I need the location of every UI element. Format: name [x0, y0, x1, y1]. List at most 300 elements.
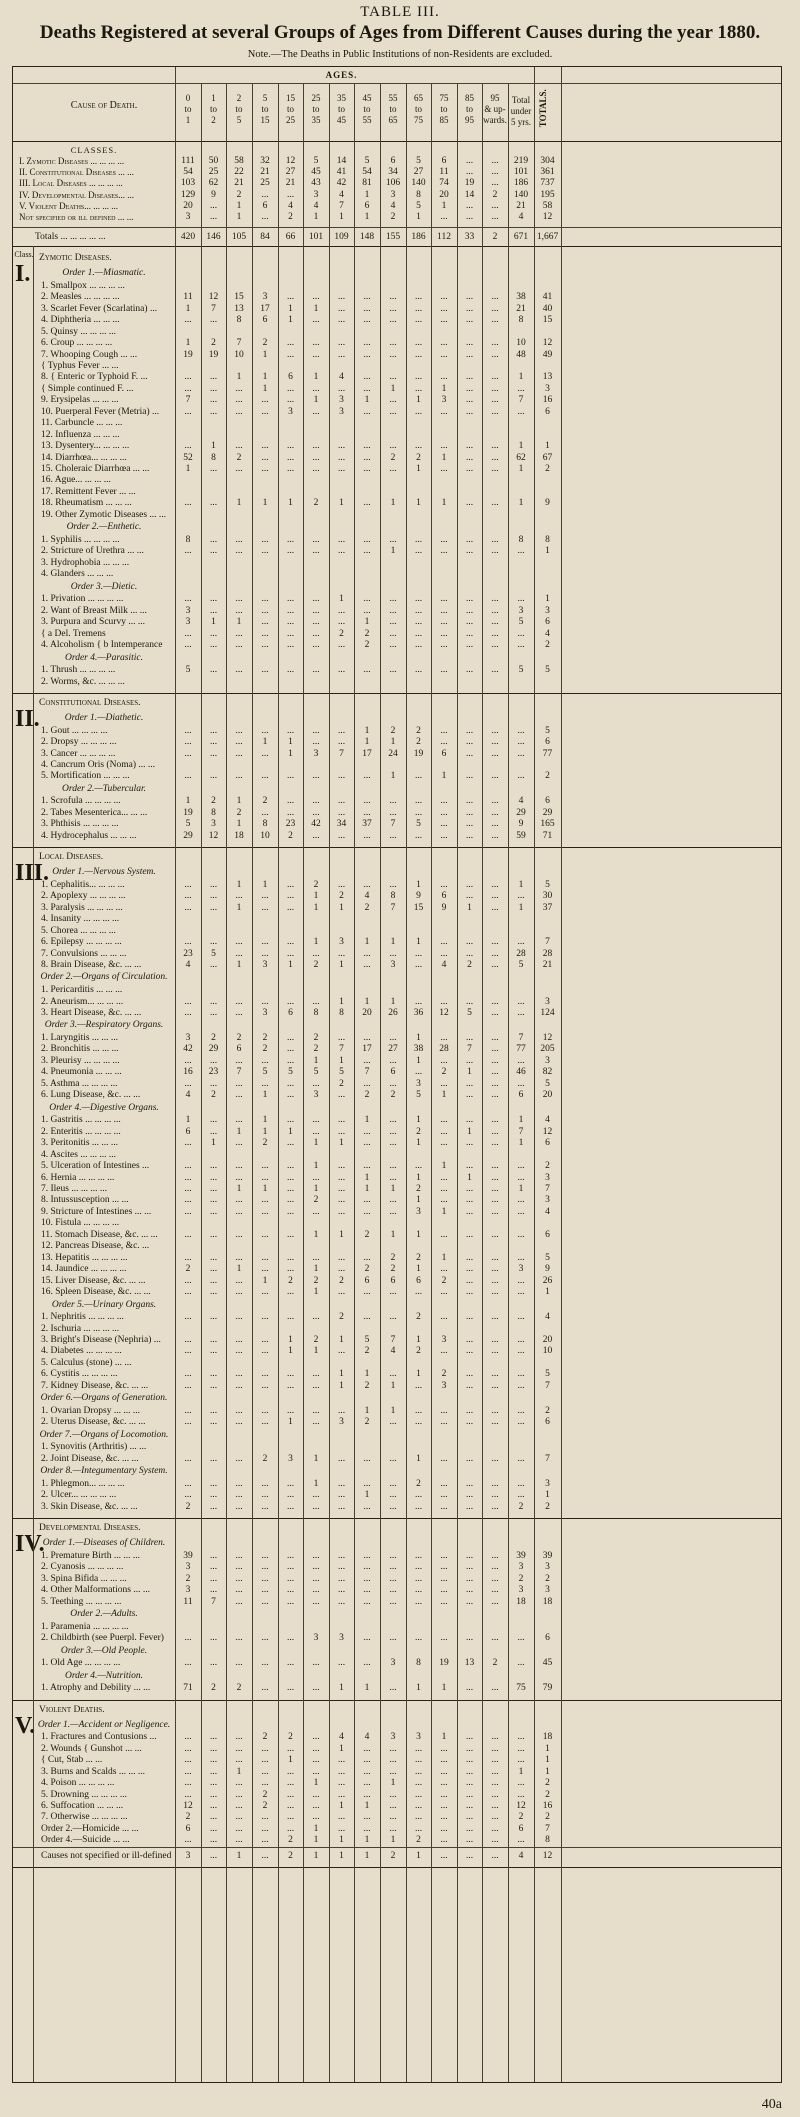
data-cell: ...	[517, 1229, 525, 1240]
data-cell: 1	[262, 372, 268, 383]
data-cell: 2	[313, 1195, 319, 1206]
data-cell: 2	[313, 1335, 319, 1345]
data-cell: 3	[441, 1335, 447, 1345]
data-cell: 77	[516, 1044, 526, 1055]
data-cell: 1	[390, 546, 396, 557]
data-cell: ...	[312, 737, 320, 748]
data-cell: ...	[261, 1335, 269, 1345]
data-cell: 24	[388, 748, 398, 759]
data-cell: ...	[235, 1478, 243, 1489]
data-cell: ...	[286, 807, 295, 818]
data-cell: ...	[337, 1658, 346, 1669]
cause-label: 6. Cystitis ... ... ... ...	[41, 1369, 118, 1380]
cause-label: 14. Jaundice ... ... ... ...	[41, 1264, 127, 1275]
data-cell: ...	[363, 1766, 371, 1777]
data-cell: ...	[363, 1562, 371, 1573]
data-cell: 46	[516, 1067, 526, 1078]
data-cell: ...	[209, 1335, 218, 1345]
data-cell: 1	[339, 1369, 344, 1380]
summary-cell: 5	[313, 156, 319, 166]
data-cell: 1	[518, 1184, 524, 1194]
summary-cell: 1	[236, 212, 242, 222]
data-cell: 8	[545, 534, 550, 545]
data-cell: ...	[363, 1453, 371, 1464]
data-cell: ...	[517, 771, 525, 782]
data-cell: ...	[389, 1550, 397, 1561]
data-cell: ...	[337, 1090, 346, 1101]
data-cell: ...	[491, 1550, 499, 1561]
data-cell: 1	[545, 1755, 550, 1766]
data-cell: ...	[337, 1172, 346, 1183]
data-cell: ...	[286, 1090, 295, 1101]
data-cell: ...	[286, 937, 295, 948]
data-cell: ...	[184, 1789, 192, 1800]
cause-label: 7. Otherwise ... ... ... ...	[41, 1812, 128, 1823]
data-cell: ...	[414, 830, 423, 841]
data-cell: ...	[465, 1335, 474, 1345]
data-cell: ...	[261, 1346, 269, 1357]
summary-cell: ...	[491, 156, 499, 166]
data-cell: ...	[414, 1800, 423, 1811]
data-cell: ...	[491, 1743, 499, 1754]
data-cell: 1	[518, 902, 524, 913]
summary-cell: 58	[542, 200, 553, 211]
data-cell: 3	[545, 1172, 550, 1183]
data-cell: ...	[465, 1090, 474, 1101]
data-cell: 1	[416, 1683, 421, 1694]
data-cell: ...	[209, 1812, 218, 1823]
data-cell: ...	[286, 1812, 295, 1823]
data-cell: ...	[184, 406, 192, 417]
data-cell: ...	[363, 1789, 371, 1800]
cause-label: 1. Cephalitis... ... ... ...	[41, 879, 125, 890]
data-cell: ...	[440, 1078, 448, 1089]
data-cell: ...	[209, 1206, 218, 1217]
data-cell: ...	[184, 372, 192, 383]
data-cell: ...	[261, 1252, 269, 1263]
data-cell: ...	[389, 1755, 397, 1766]
rule	[13, 1700, 781, 1701]
data-cell: ...	[465, 1287, 474, 1298]
data-cell: 18	[542, 1732, 553, 1743]
data-cell: ...	[235, 1658, 243, 1669]
data-cell: 1	[441, 1683, 447, 1694]
total-under-header: under	[510, 106, 532, 116]
data-cell: ...	[517, 1287, 525, 1298]
data-cell: 1	[339, 1229, 344, 1240]
totals-cell: 146	[206, 232, 221, 243]
data-cell: 3	[339, 395, 344, 406]
age-group-header: to	[261, 104, 269, 114]
data-cell: ...	[517, 1743, 525, 1754]
data-cell: ...	[414, 1778, 423, 1789]
data-cell: 1	[339, 1850, 344, 1861]
summary-cell: ...	[465, 156, 474, 166]
totals-cell: 112	[437, 232, 451, 243]
data-cell: ...	[363, 1126, 371, 1137]
data-cell: ...	[261, 395, 269, 406]
data-cell: 3	[390, 1658, 396, 1669]
data-cell: ...	[337, 605, 346, 616]
data-cell: ...	[440, 617, 448, 628]
data-cell: 23	[285, 819, 296, 830]
data-cell: ...	[414, 1501, 423, 1512]
data-cell: ...	[286, 464, 295, 474]
data-cell: ...	[440, 1800, 448, 1811]
cause-label: 4. Hydrocephalus ... ... ...	[41, 830, 137, 841]
data-cell: ...	[491, 1172, 499, 1183]
data-cell: ...	[184, 1490, 192, 1501]
column-rule	[380, 83, 381, 2082]
data-cell: ...	[312, 1585, 320, 1596]
data-cell: ...	[209, 1766, 218, 1777]
age-group-header: 55	[362, 115, 372, 125]
data-cell: 9	[545, 1264, 550, 1275]
summary-cell: 106	[385, 178, 401, 189]
data-cell: 1	[441, 1206, 447, 1217]
data-cell: 16	[183, 1067, 193, 1078]
data-cell: ...	[491, 1405, 499, 1416]
data-cell: ...	[363, 1033, 371, 1043]
data-cell: ...	[440, 807, 448, 818]
data-cell: ...	[286, 1789, 295, 1800]
data-cell: ...	[491, 937, 499, 948]
data-cell: ...	[491, 819, 499, 830]
age-group-header: 15	[286, 93, 295, 103]
data-cell: ...	[440, 1115, 448, 1126]
data-cell: ...	[491, 1184, 499, 1194]
data-cell: 3	[211, 819, 216, 830]
summary-cell: ...	[491, 200, 499, 211]
data-cell: ...	[517, 546, 525, 557]
rule	[13, 246, 781, 247]
cause-label: 10. Fistula ... ... ... ...	[41, 1218, 120, 1229]
data-cell: ...	[440, 1490, 448, 1501]
data-cell: ...	[261, 1405, 269, 1416]
data-cell: 1	[518, 464, 524, 474]
data-cell: ...	[389, 1115, 397, 1126]
data-cell: ...	[184, 891, 192, 902]
data-cell: ...	[491, 1055, 499, 1066]
data-cell: ...	[235, 1380, 243, 1391]
data-cell: ...	[261, 1078, 269, 1089]
data-cell: 1	[288, 960, 293, 970]
data-cell: ...	[414, 1067, 423, 1078]
data-cell: ...	[363, 948, 371, 959]
cause-label: 4. Other Malformations ... ...	[41, 1585, 150, 1596]
data-cell: 5	[518, 665, 524, 676]
data-cell: ...	[261, 1683, 269, 1694]
data-cell: ...	[337, 315, 346, 326]
cause-label: 2. Joint Disease, &c. ... ...	[41, 1453, 139, 1464]
data-cell: 1	[185, 1115, 191, 1126]
data-cell: ...	[209, 498, 218, 509]
data-cell: 2	[313, 960, 319, 970]
data-cell: ...	[261, 1766, 269, 1777]
data-cell: ...	[235, 1633, 243, 1644]
data-cell: ...	[363, 1755, 371, 1766]
data-cell: ...	[491, 1766, 499, 1777]
summary-cell: ...	[465, 200, 474, 211]
data-cell: 4	[185, 960, 191, 970]
data-cell: 6	[545, 1138, 550, 1149]
data-cell: ...	[389, 303, 397, 314]
data-cell: 1	[416, 1195, 421, 1206]
data-cell: ...	[337, 303, 346, 314]
data-cell: ...	[261, 1743, 269, 1754]
data-cell: ...	[337, 771, 346, 782]
data-cell: ...	[235, 1138, 243, 1149]
data-cell: ...	[363, 960, 371, 970]
data-cell: ...	[235, 771, 243, 782]
data-cell: ...	[389, 796, 397, 807]
data-cell: ...	[312, 1800, 320, 1811]
data-cell: ...	[517, 1478, 525, 1489]
data-cell: 48	[516, 349, 526, 360]
data-cell: ...	[286, 640, 295, 651]
cause-label: Order 4.—Suicide ... ...	[41, 1835, 130, 1846]
data-cell: 2	[313, 1033, 319, 1043]
data-cell: ...	[440, 737, 448, 748]
data-cell: 34	[336, 819, 347, 830]
data-cell: 1	[236, 819, 242, 830]
data-cell: 10	[542, 1346, 553, 1357]
data-cell: ...	[337, 1115, 346, 1126]
order-heading: Order 3.—Dietic.	[70, 581, 138, 592]
data-cell: ...	[337, 1501, 346, 1512]
cause-label: 7. Whooping Cough ... ...	[41, 349, 138, 360]
data-cell: 10	[516, 338, 526, 349]
data-cell: ...	[261, 771, 269, 782]
data-cell: ...	[389, 338, 397, 349]
data-cell: ...	[235, 534, 243, 545]
data-cell: ...	[312, 1380, 320, 1391]
data-cell: 3	[185, 1585, 191, 1596]
data-cell: ...	[209, 628, 218, 639]
data-cell: ...	[235, 1755, 243, 1766]
data-cell: 7	[545, 1380, 550, 1391]
data-cell: 8	[545, 1835, 550, 1846]
data-cell: ...	[389, 1126, 397, 1137]
summary-cell: 5	[416, 156, 421, 166]
summary-cell: 1	[364, 189, 370, 200]
data-cell: 19	[413, 748, 424, 759]
data-cell: ...	[389, 1453, 397, 1464]
data-cell: ...	[440, 725, 448, 736]
data-cell: 5	[211, 948, 216, 959]
cause-label: 1. Premature Birth ... ... ...	[41, 1550, 140, 1561]
data-cell: ...	[389, 1206, 397, 1217]
data-cell: ...	[286, 665, 295, 676]
data-cell: ...	[440, 665, 448, 676]
data-cell: 12	[439, 1007, 449, 1018]
data-cell: ...	[312, 383, 320, 394]
data-cell: ...	[184, 1380, 192, 1391]
data-cell: 1	[390, 937, 396, 948]
data-cell: ...	[389, 292, 397, 303]
data-cell: 2	[288, 1850, 293, 1861]
data-cell: ...	[209, 1252, 218, 1263]
data-cell: ...	[261, 1755, 269, 1766]
data-cell: ...	[414, 372, 423, 383]
column-rule	[329, 83, 330, 2082]
data-cell: 1	[236, 796, 242, 807]
data-cell: ...	[209, 960, 218, 970]
summary-cell: 34	[388, 167, 398, 178]
data-cell: ...	[184, 315, 192, 326]
data-cell: 62	[516, 452, 526, 463]
data-cell: ...	[235, 1346, 243, 1357]
data-cell: ...	[389, 640, 397, 651]
data-cell: ...	[184, 1287, 192, 1298]
data-cell: 1	[467, 1172, 472, 1183]
data-cell: 1	[364, 725, 370, 736]
data-cell: ...	[209, 605, 218, 616]
data-cell: 7	[185, 395, 191, 406]
data-cell: ...	[286, 1033, 295, 1043]
cause-label: 1. Atrophy and Debility ... ...	[41, 1683, 151, 1694]
data-cell: ...	[491, 1823, 499, 1834]
data-cell: ...	[491, 1369, 499, 1380]
data-cell: ...	[184, 1335, 192, 1345]
cause-label: 1. Thrush ... ... ... ...	[41, 665, 116, 676]
data-cell: 3	[313, 1633, 319, 1644]
section-title: Violent Deaths.	[39, 1704, 105, 1715]
data-cell: 6	[545, 1229, 550, 1240]
data-cell: ...	[414, 1596, 423, 1607]
data-cell: ...	[337, 1346, 346, 1357]
data-cell: ...	[312, 1658, 320, 1669]
totals-cell: 420	[180, 232, 196, 243]
data-cell: ...	[414, 303, 423, 314]
age-group-header: to	[414, 104, 422, 114]
data-cell: ...	[235, 1275, 243, 1286]
data-cell: ...	[363, 452, 371, 463]
cause-label: 4. Pneumonia ... ... ...	[41, 1067, 122, 1078]
data-cell: ...	[184, 737, 192, 748]
cause-label: 5. Chorea ... ... ... ...	[41, 925, 116, 936]
summary-cell: 140	[411, 178, 426, 189]
data-cell: ...	[491, 891, 499, 902]
cause-label: 1. Old Age ... ... ... ...	[41, 1658, 121, 1669]
data-cell: ...	[465, 1417, 474, 1428]
data-cell: ...	[184, 383, 192, 394]
data-cell: 3	[339, 1417, 344, 1428]
summary-cell: ...	[491, 167, 499, 178]
data-cell: ...	[465, 1033, 474, 1043]
data-cell: ...	[465, 771, 474, 782]
data-cell: ...	[363, 1078, 371, 1089]
data-cell: ...	[286, 1229, 295, 1240]
data-cell: 1	[364, 1683, 370, 1694]
data-cell: ...	[209, 1078, 218, 1089]
data-cell: ...	[517, 996, 525, 1007]
order-heading: Order 4.—Nutrition.	[64, 1670, 144, 1681]
data-cell: ...	[491, 1755, 499, 1766]
data-cell: 8	[416, 1658, 421, 1669]
cause-label: 3. Pleurisy ... ... ... ...	[41, 1055, 120, 1066]
data-cell: ...	[389, 372, 397, 383]
data-cell: ...	[440, 338, 448, 349]
data-cell: 2	[467, 960, 472, 970]
data-cell: ...	[235, 546, 243, 557]
data-cell: ...	[312, 1789, 320, 1800]
data-cell: ...	[184, 594, 192, 605]
cause-label: 9. Stricture of Intestines ... ...	[41, 1206, 152, 1217]
data-cell: 7	[390, 819, 396, 830]
data-cell: ...	[517, 1078, 525, 1089]
data-cell: ...	[261, 1823, 269, 1834]
data-cell: 1	[313, 891, 319, 902]
column-rule	[278, 83, 279, 2082]
data-cell: 1	[364, 1172, 370, 1183]
data-cell: ...	[286, 1585, 295, 1596]
data-cell: 82	[542, 1067, 553, 1078]
data-cell: 2	[262, 1044, 268, 1055]
data-cell: ...	[184, 1743, 192, 1754]
data-cell: 6	[288, 372, 293, 383]
data-cell: ...	[235, 395, 243, 406]
data-cell: ...	[286, 1766, 295, 1777]
data-cell: ...	[465, 1369, 474, 1380]
data-cell: 17	[362, 748, 372, 759]
data-cell: ...	[440, 996, 448, 1007]
data-cell: 1	[313, 1055, 319, 1066]
data-cell: ...	[337, 292, 346, 303]
data-cell: ...	[337, 1453, 346, 1464]
data-cell: 3	[416, 1206, 421, 1217]
data-cell: ...	[312, 464, 320, 474]
data-cell: ...	[184, 441, 192, 452]
data-cell: ...	[440, 1812, 448, 1823]
data-cell: ...	[337, 1789, 346, 1800]
data-cell: ...	[261, 617, 269, 628]
data-cell: ...	[517, 1658, 525, 1669]
data-cell: ...	[440, 1405, 448, 1416]
data-cell: 1	[390, 1184, 396, 1194]
data-cell: ...	[491, 1264, 499, 1275]
data-cell: ...	[363, 1501, 371, 1512]
data-cell: ...	[389, 617, 397, 628]
cause-label: 1. Fractures and Contusions ...	[41, 1732, 157, 1743]
data-cell: 1	[288, 1126, 293, 1137]
data-cell: ...	[184, 1078, 192, 1089]
data-cell: ...	[465, 1562, 474, 1573]
data-cell: ...	[465, 1732, 474, 1743]
data-cell: ...	[440, 1755, 448, 1766]
data-cell: ...	[209, 891, 218, 902]
data-cell: 1	[441, 771, 447, 782]
data-cell: ...	[440, 1743, 448, 1754]
data-cell: ...	[209, 1229, 218, 1240]
data-cell: ...	[312, 1573, 320, 1584]
data-cell: ...	[465, 1453, 474, 1464]
data-cell: ...	[389, 349, 397, 360]
data-cell: ...	[261, 594, 269, 605]
data-cell: ...	[261, 891, 269, 902]
data-cell: 2	[313, 498, 319, 509]
data-cell: 1	[416, 1850, 421, 1861]
data-cell: ...	[440, 1778, 448, 1789]
data-cell: 2	[262, 1789, 268, 1800]
data-cell: ...	[414, 1812, 423, 1823]
age-group-header: 15	[260, 115, 270, 125]
data-cell: ...	[337, 1573, 346, 1584]
data-cell: ...	[261, 1417, 269, 1428]
cause-label: 9. Erysipelas ... ... ...	[41, 395, 119, 406]
data-cell: ...	[491, 1312, 499, 1323]
data-cell: ...	[414, 315, 423, 326]
